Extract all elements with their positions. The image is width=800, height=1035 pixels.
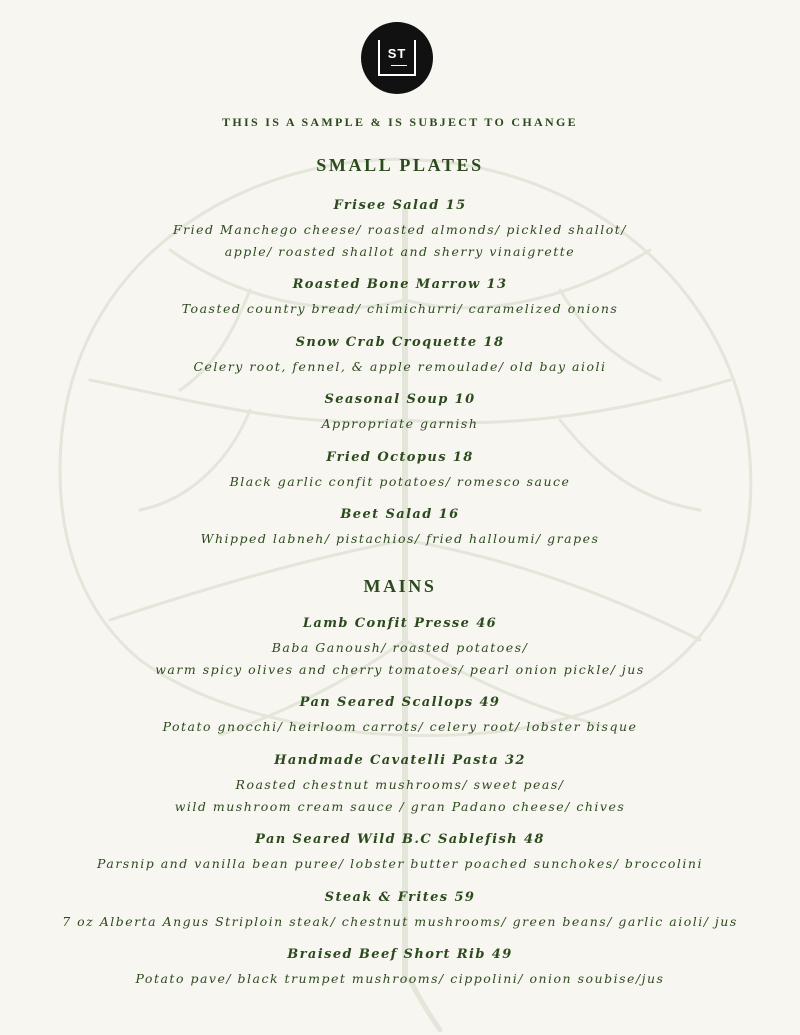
menu-item bbox=[0, 752, 800, 817]
menu-item bbox=[0, 334, 800, 378]
menu-item bbox=[0, 506, 800, 550]
menu-item bbox=[0, 831, 800, 875]
item-desc: Whipped labneh/ pistachios/ fried halloumi/ grapes bbox=[200, 531, 600, 546]
item-desc: Parsnip and vanilla bean puree/ lobster butter poached sunchokes/ broccolini bbox=[97, 856, 703, 871]
item-desc: wild mushroom cream sauce / gran Padano cheese/ chives bbox=[174, 798, 626, 814]
item-desc: apple/ roasted shallot and sherry vinaigrette bbox=[224, 243, 576, 259]
menu-item bbox=[0, 889, 800, 933]
item-title: Lamb Confit Presse 46 bbox=[302, 616, 498, 631]
item-desc: Fried Manchego cheese/ roasted almonds/ pickled shallot/ bbox=[173, 222, 627, 237]
item-title: Frisee Salad 15 bbox=[333, 198, 467, 213]
menu-item bbox=[0, 197, 800, 262]
item-desc: Toasted country bread/ chimichurri/ caramelized onions bbox=[181, 301, 619, 316]
item-desc: Celery root, fennel, & apple remoulade/ old bay aioli bbox=[193, 359, 607, 374]
item-desc: Appropriate garnish bbox=[321, 416, 479, 431]
item-title: Fried Octopus 18 bbox=[326, 450, 474, 465]
item-desc: Potato pave/ black trumpet mushrooms/ cippolini/ onion soubise/jus bbox=[135, 971, 665, 986]
section-title-mains: MAINS bbox=[363, 576, 437, 596]
logo-mark bbox=[378, 40, 416, 76]
item-title: Snow Crab Croquette 18 bbox=[295, 335, 505, 350]
menu-item bbox=[0, 694, 800, 738]
menu-item bbox=[0, 615, 800, 680]
menu-item bbox=[0, 391, 800, 435]
sample-notice: THIS IS A SAMPLE & IS SUBJECT TO CHANGE bbox=[222, 115, 578, 129]
item-title: Roasted Bone Marrow 13 bbox=[292, 277, 508, 292]
logo-text: ST bbox=[387, 46, 407, 61]
item-desc: Roasted chestnut mushrooms/ sweet peas/ bbox=[235, 777, 565, 792]
item-title: Seasonal Soup 10 bbox=[324, 392, 476, 407]
item-title: Beet Salad 16 bbox=[340, 507, 460, 522]
menu-item bbox=[0, 946, 800, 990]
item-title: Handmade Cavatelli Pasta 32 bbox=[274, 753, 526, 768]
item-desc: Black garlic confit potatoes/ romesco sauce bbox=[229, 474, 571, 489]
item-desc: Potato gnocchi/ heirloom carrots/ celery root/ lobster bisque bbox=[162, 719, 638, 734]
item-desc: Baba Ganoush/ roasted potatoes/ bbox=[271, 640, 529, 655]
item-title: Pan Seared Wild B.C Sablefish 48 bbox=[255, 832, 545, 847]
logo bbox=[361, 22, 433, 94]
item-title: Steak & Frites 59 bbox=[324, 890, 476, 905]
section-title-small-plates: SMALL PLATES bbox=[316, 155, 484, 175]
item-desc: warm spicy olives and cherry tomatoes/ pearl onion pickle/ jus bbox=[155, 661, 645, 677]
item-title: Pan Seared Scallops 49 bbox=[299, 695, 501, 710]
menu-item bbox=[0, 449, 800, 493]
item-desc: 7 oz Alberta Angus Striploin steak/ chestnut mushrooms/ green beans/ garlic aioli/ jus bbox=[62, 914, 738, 929]
menu-item bbox=[0, 276, 800, 320]
item-title: Braised Beef Short Rib 49 bbox=[287, 947, 513, 962]
